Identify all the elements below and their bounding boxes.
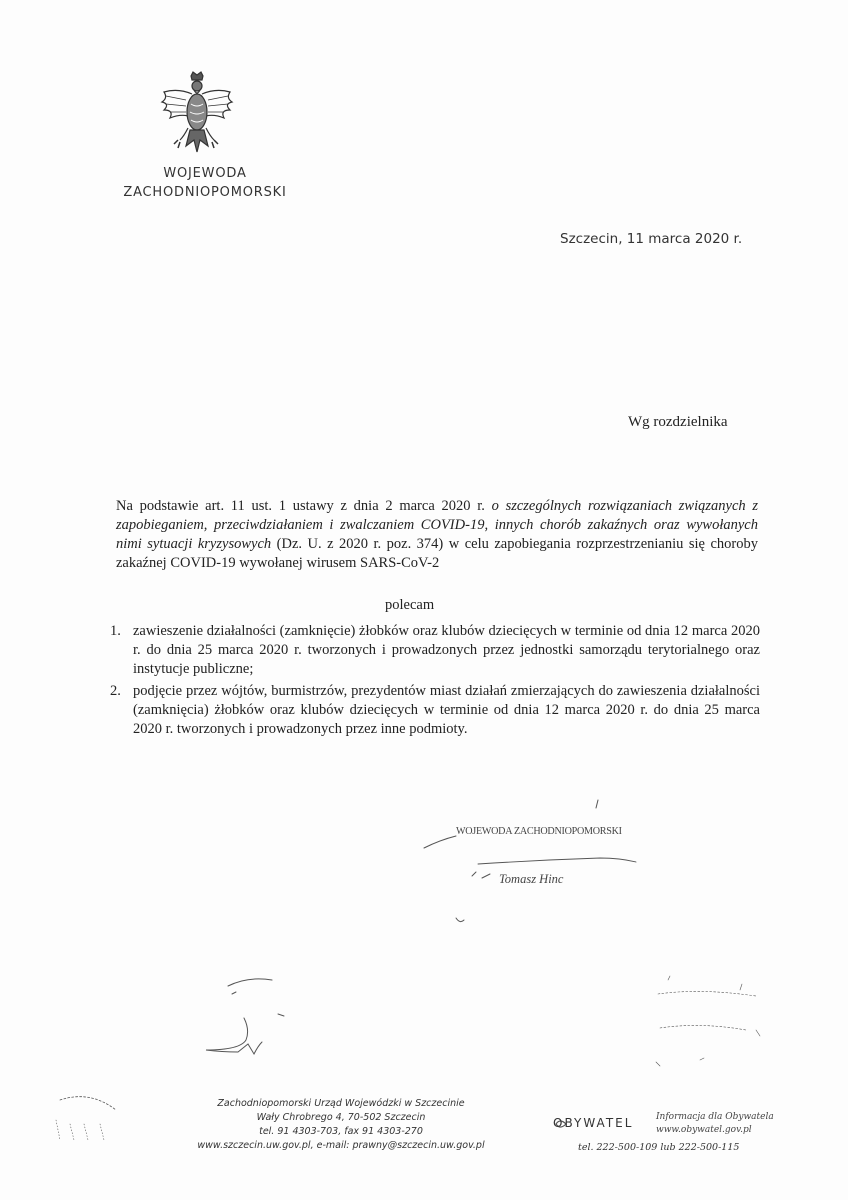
act-title-italic: o szczególnych rozwiązaniach związanych z zapobieganiem, przeciwdziałaniem i zwalczaniem COVID-19, innych chorób zakaźnych oraz wywołanych nimi sytuacji kryzysowych — [116, 498, 758, 552]
obywatel-info-title: Informacja dla Obywatela — [656, 1112, 774, 1122]
list-number: 1. — [110, 623, 121, 639]
list-item-text: zawieszenie działalności (zamknięcie) żłobków oraz klubów dziecięcych w terminie od dnia 12 marca 2020 r. do dnia 25 marca 2020 r. tworzonych i prowadzonych przez jednostki samorządu terytorialnego oraz instytucje publiczne; — [133, 623, 760, 677]
list-number: 2. — [110, 683, 121, 699]
list-item-text: podjęcie przez wójtów, burmistrzów, prezydentów miast działań zmierzających do zawieszenia działalności (zamknięcia) żłobków oraz klubów dziecięcych w terminie od dnia 12 marca 2020 r. do dnia 25 marca 2020 r. tworzonych i prowadzonych przez inne podmioty. — [133, 683, 760, 737]
office-address-footer — [196, 1097, 486, 1153]
order-list — [110, 622, 760, 742]
list-item — [110, 622, 760, 679]
issuer-region: ZACHODNIOPOMORSKI — [123, 185, 287, 200]
intro-paragraph — [116, 497, 758, 573]
office-street: Wały Chrobrego 4, 70-502 Szczecin — [256, 1112, 426, 1123]
issuer-heading — [105, 164, 305, 202]
obywatel-info — [656, 1111, 774, 1137]
obywatel-phone: tel. 222-500-109 lub 222-500-115 — [578, 1142, 740, 1153]
obywatel-url: www.obywatel.gov.pl — [656, 1125, 752, 1135]
order-word: polecam — [385, 597, 435, 613]
place-and-date: Szczecin, 11 marca 2020 r. — [560, 231, 743, 247]
purpose-text: (Dz. U. z 2020 r. poz. 374) w celu zapobiegania rozprzestrzenianiu się choroby zakaźnej COVID-19 wywołanej wirusem SARS-CoV-2 — [116, 536, 758, 571]
signature-stamp-title: WOJEWODA ZACHODNIOPOMORSKI — [456, 825, 622, 837]
office-name: Zachodniopomorski Urząd Wojewódzki w Szczecinie — [217, 1098, 465, 1109]
polish-eagle-emblem-icon — [158, 70, 236, 158]
legal-basis-text: Na podstawie art. 11 ust. 1 ustawy z dnia 2 marca 2020 r. — [116, 498, 485, 514]
office-web-email: www.szczecin.uw.gov.pl, e-mail: prawny@szczecin.uw.gov.pl — [197, 1140, 485, 1151]
issuer-title: WOJEWODA — [163, 166, 247, 181]
obywatel-logo: OBYWATEL — [553, 1116, 634, 1130]
list-item — [110, 682, 760, 739]
recipient-line: Wg rozdzielnika — [628, 414, 728, 430]
signatory-name: Tomasz Hinc — [499, 872, 564, 886]
office-phone: tel. 91 4303-703, fax 91 4303-270 — [259, 1126, 423, 1137]
